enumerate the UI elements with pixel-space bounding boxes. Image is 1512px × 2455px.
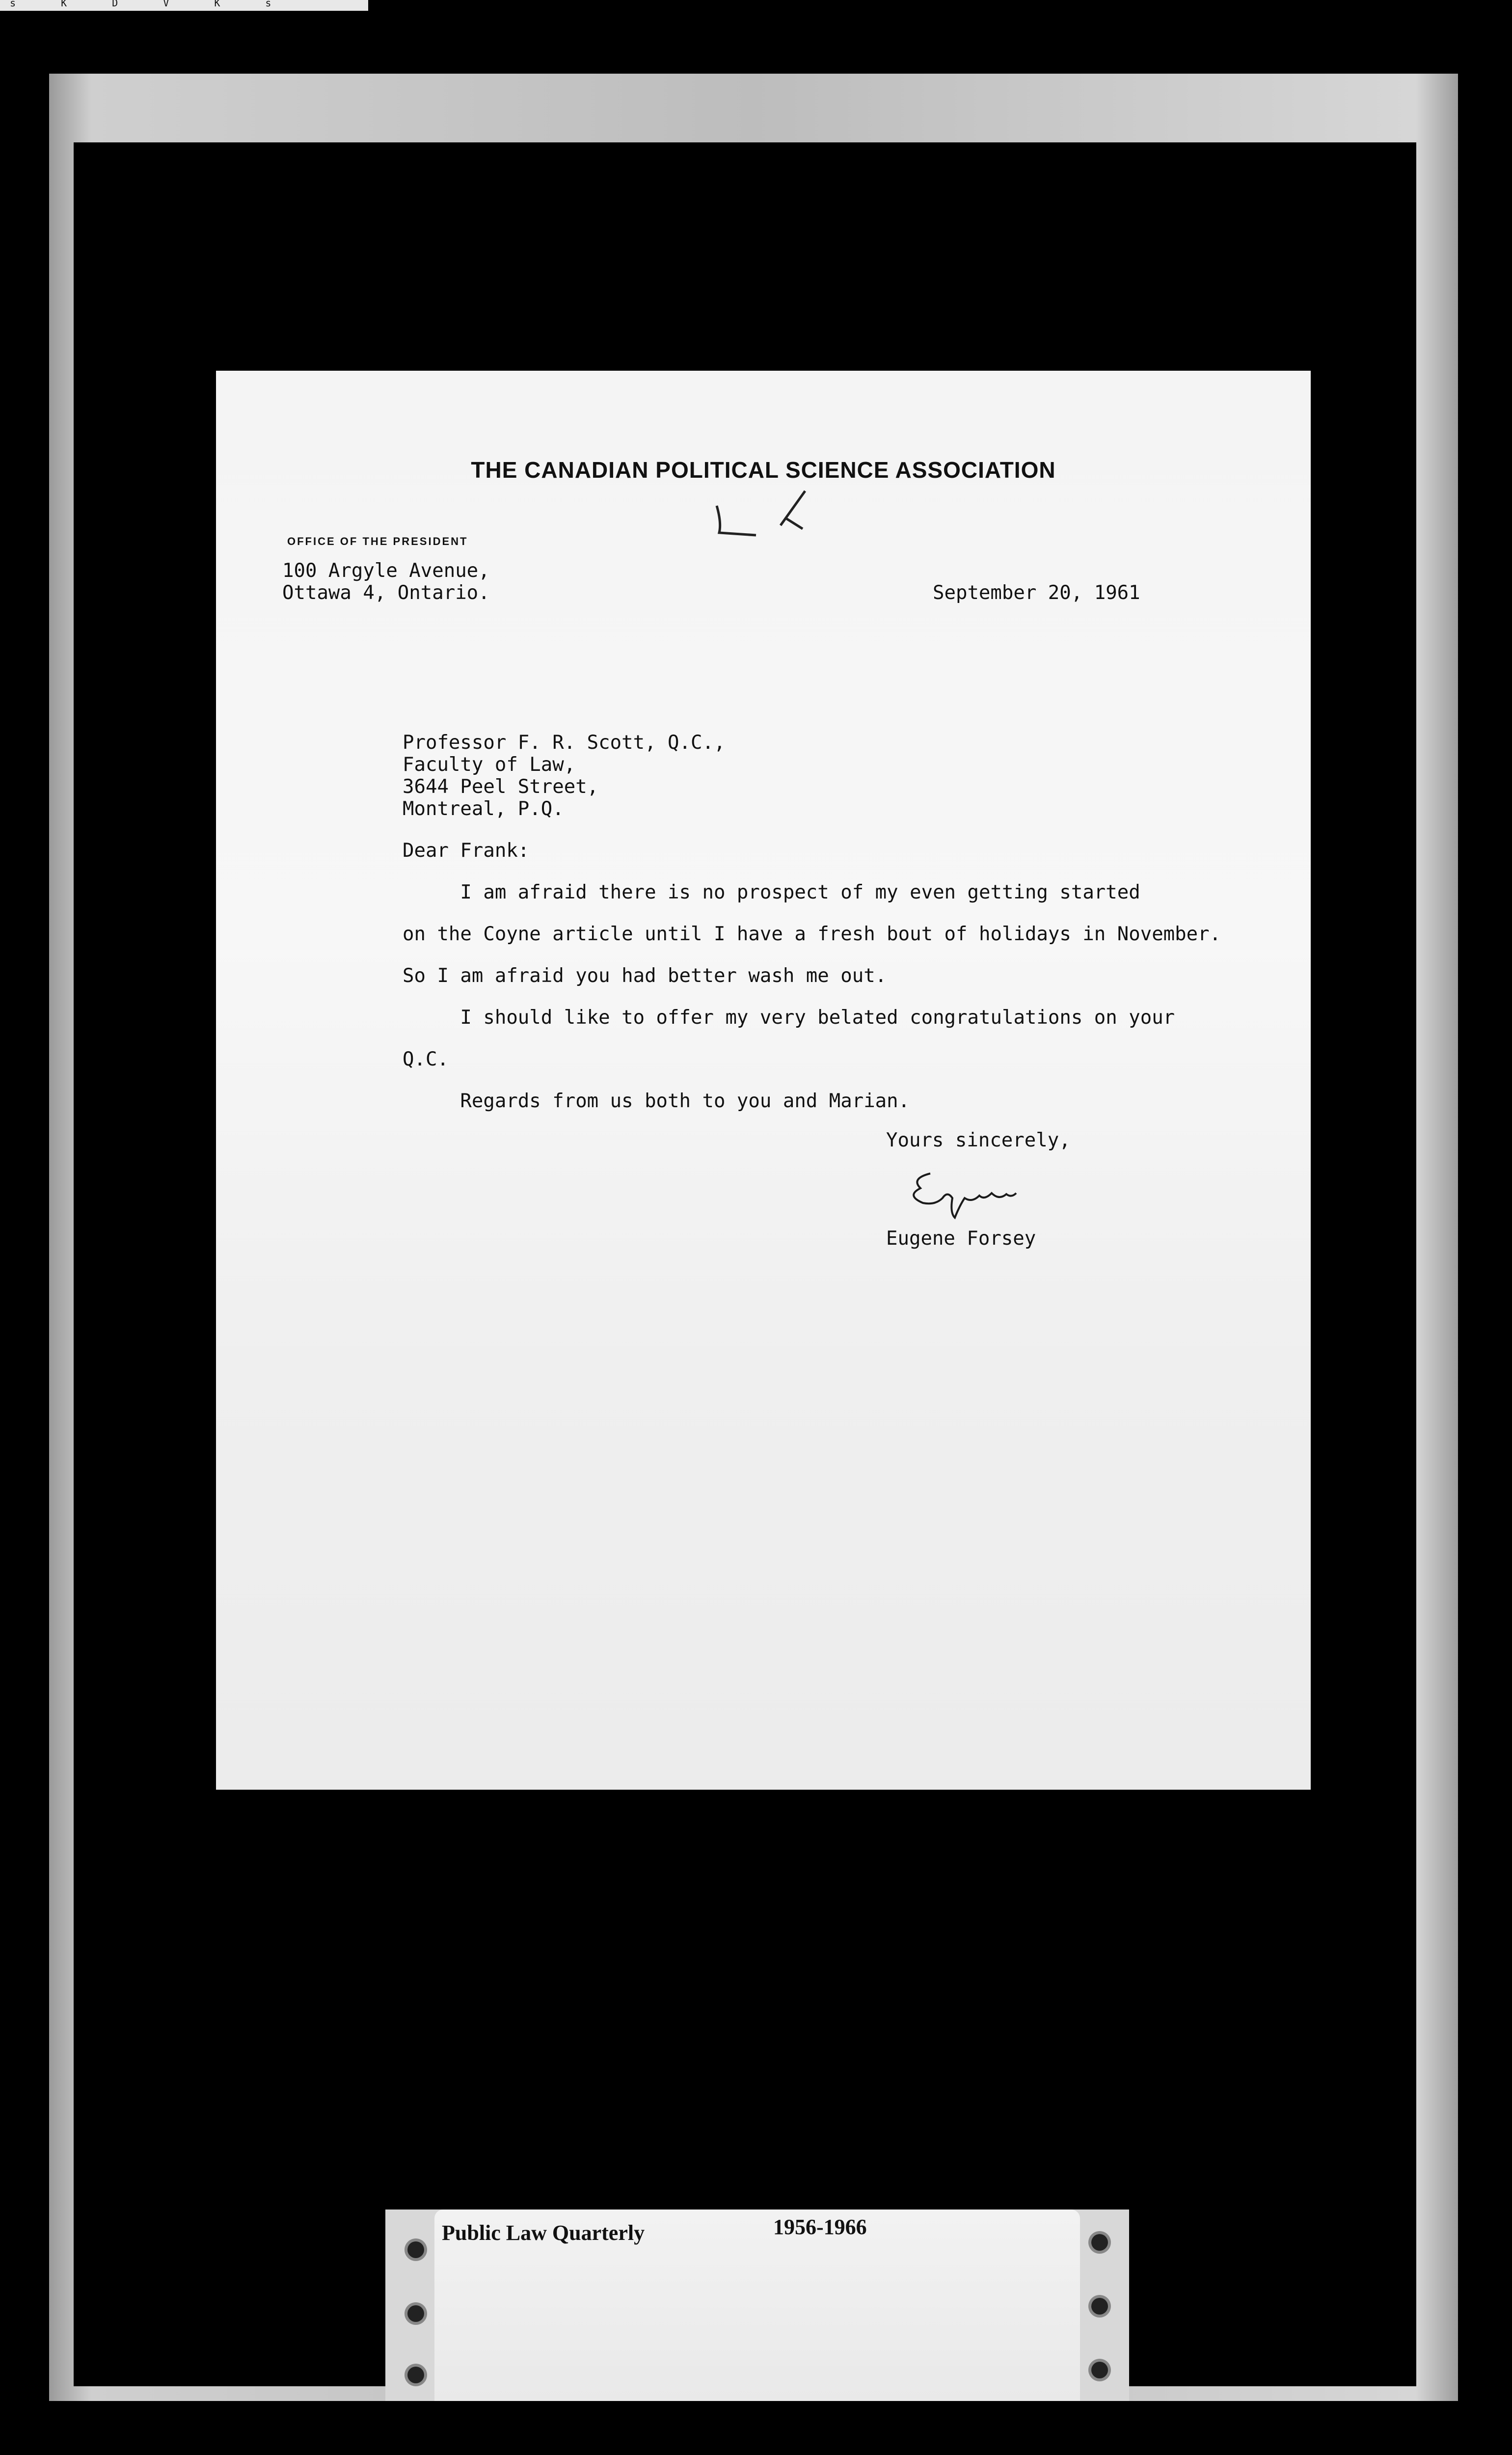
sender-address-line-2: Ottawa 4, Ontario. [282, 582, 490, 604]
body-line-5: Q.C. [403, 1048, 449, 1070]
letterhead: THE CANADIAN POLITICAL SCIENCE ASSOCIATION [471, 457, 1056, 483]
recipient-line-2: Faculty of Law, [403, 754, 576, 776]
recipient-line-3: 3644 Peel Street, [403, 776, 599, 798]
office-label: OFFICE OF THE PRESIDENT [287, 535, 468, 547]
binder-hole-right-2 [1091, 2298, 1108, 2315]
body-line-6: Regards from us both to you and Marian. [403, 1090, 910, 1112]
binder-hole-left-2 [407, 2305, 424, 2322]
body-line-1: I am afraid there is no prospect of my even getting started [403, 881, 1140, 903]
folder-label-face [434, 2210, 1080, 2401]
recipient-line-4: Montreal, P.Q. [403, 798, 564, 820]
recipient-line-1: Professor F. R. Scott, Q.C., [403, 732, 726, 754]
film-edge [0, 0, 368, 11]
signer-name: Eugene Forsey [886, 1228, 1036, 1250]
binder-hole-left-1 [407, 2241, 424, 2258]
film-edge-marks: s K D V K s [10, 0, 291, 9]
letter-sheet [216, 371, 1311, 1790]
folder-label-card [385, 2210, 1129, 2401]
letter-date: September 20, 1961 [933, 582, 1140, 604]
folder-label-years: 1956-1966 [773, 2215, 867, 2239]
closing: Yours sincerely, [886, 1129, 1071, 1151]
folder-label-title: Public Law Quarterly [442, 2221, 645, 2245]
salutation: Dear Frank: [403, 840, 530, 862]
body-line-4: I should like to offer my very belated congratulations on your [403, 1007, 1175, 1029]
body-line-2: on the Coyne article until I have a fresh bout of holidays in November. [403, 923, 1221, 945]
handwritten-mark [712, 489, 815, 543]
sender-address-line-1: 100 Argyle Avenue, [282, 560, 490, 582]
binder-hole-right-1 [1091, 2234, 1108, 2251]
handwritten-signature [901, 1159, 1019, 1228]
binder-hole-right-3 [1091, 2362, 1108, 2378]
binder-hole-left-3 [407, 2367, 424, 2383]
body-line-3: So I am afraid you had better wash me out. [403, 965, 887, 987]
